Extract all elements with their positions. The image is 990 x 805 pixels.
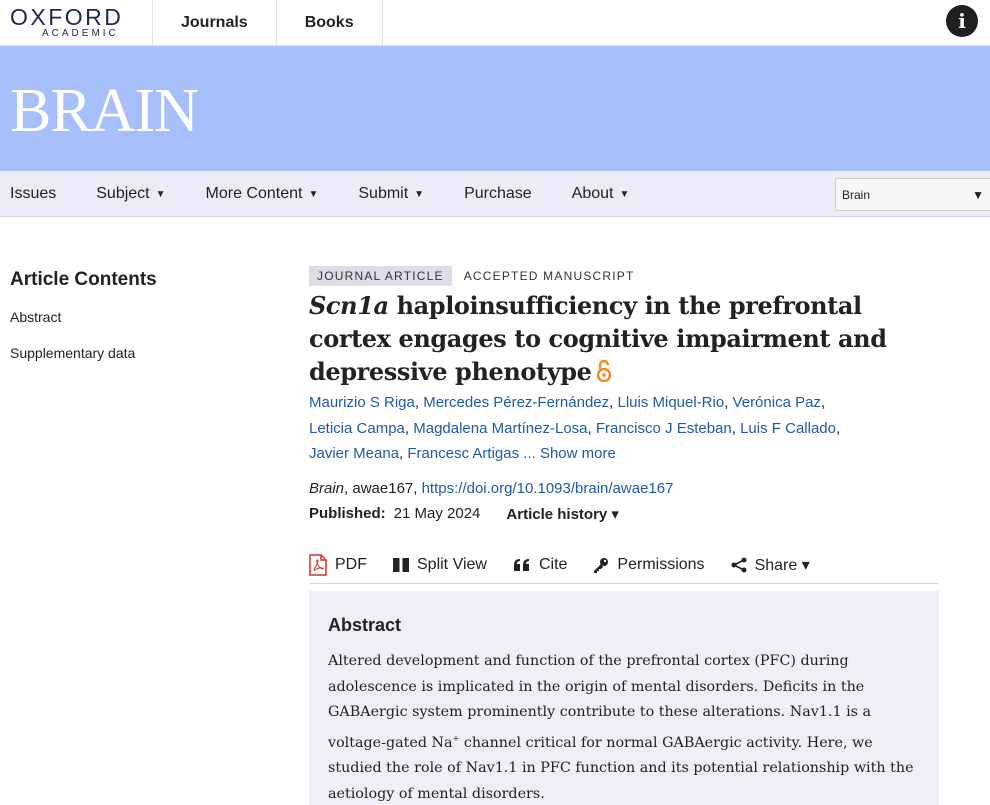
top-nav — [152, 0, 383, 46]
doi-link[interactable]: https://doi.org/10.1093/brain/awae167 — [421, 480, 674, 497]
caret-down-icon: ▼ — [619, 188, 630, 200]
abstract-text — [328, 649, 928, 805]
caret-down-icon: ▼ — [308, 188, 319, 200]
subnav-issues-label: Issues — [10, 185, 57, 202]
author-link[interactable]: Luis F Callado — [740, 419, 836, 437]
tag-accepted-manuscript: ACCEPTED MANUSCRIPT — [463, 269, 635, 283]
subnav-more-content[interactable] — [206, 185, 319, 203]
nav-books[interactable]: Books — [276, 0, 383, 46]
title-gene-name: Scn1a — [309, 291, 389, 320]
author-link[interactable]: Verónica Paz — [732, 394, 821, 411]
dropdown-arrow-icon: ▼ — [972, 188, 984, 202]
subnav-subject[interactable] — [96, 185, 165, 203]
published-date: 21 May 2024 — [393, 505, 481, 522]
article-history-toggle[interactable]: Article history ▾ — [506, 506, 619, 523]
author-link[interactable]: Maurizio S Riga — [309, 394, 415, 411]
author-link[interactable]: Leticia Campa — [309, 419, 405, 437]
caret-down-icon: ▼ — [155, 188, 166, 200]
published-line — [309, 505, 619, 523]
logo-line2: ACADEMIC — [42, 28, 119, 39]
split-view-button[interactable] — [393, 556, 487, 574]
cite-button[interactable] — [513, 556, 567, 574]
author-list: Maurizio S Riga, Mercedes Pérez-Fernández, Lluis Miquel-Rio, Verónica Paz, Leticia Campa, Magdalena Martínez-Losa, Francisco J Esteban, Luis F Callado, Javier Meana, Francesc Artigas ... Show more — [309, 394, 841, 462]
pdf-label: PDF — [335, 555, 367, 573]
cite-label: Cite — [538, 555, 568, 573]
pdf-button[interactable] — [309, 554, 367, 576]
open-access-icon — [596, 358, 612, 391]
subnav-purchase[interactable] — [464, 185, 532, 203]
permissions-label: Permissions — [617, 555, 705, 573]
toc-item-abstract[interactable]: Abstract — [10, 309, 62, 325]
journal-banner — [0, 46, 990, 171]
citation-line — [309, 480, 673, 497]
pdf-icon — [309, 554, 327, 576]
subnav-about-label: About — [571, 185, 614, 202]
share-label: Share ▾ — [754, 556, 810, 574]
subnav-purchase-label: Purchase — [464, 185, 532, 202]
info-icon[interactable]: i — [946, 5, 978, 37]
title-text: haploinsufficiency in the prefrontal cortex engages to cognitive impairment and depressive phenotype — [309, 291, 887, 386]
author-link[interactable]: Francesc Artigas — [407, 445, 520, 462]
subnav-submit[interactable] — [358, 185, 424, 203]
logo-line1: OXFORD — [10, 4, 124, 30]
article-toolbar — [309, 546, 939, 584]
author-link[interactable]: Mercedes Pérez-Fernández — [423, 394, 610, 411]
key-icon — [593, 557, 609, 573]
abstract-text-part2: channel critical for normal GABAergic activity. Here, we studied the role of Nav1.1 in PFC function and its potential relationship with the aetiology of mental disorders. — [328, 734, 914, 802]
abstract-section — [309, 591, 939, 805]
published-label: Published: — [309, 505, 386, 522]
author-link[interactable]: Lluis Miquel-Rio — [617, 394, 725, 411]
tag-journal-article: JOURNAL ARTICLE — [309, 266, 452, 286]
subnav-about[interactable] — [572, 185, 630, 203]
subnav-issues[interactable] — [10, 185, 56, 203]
author-link[interactable]: Javier Meana — [309, 445, 400, 462]
journal-brand[interactable]: BRAIN — [10, 77, 198, 145]
split-view-label: Split View — [417, 555, 487, 573]
journal-select-value: Brain — [842, 187, 871, 202]
quote-icon — [513, 558, 531, 572]
caret-down-icon: ▼ — [414, 188, 425, 200]
share-button[interactable] — [731, 555, 810, 575]
author-link[interactable]: Francisco J Esteban — [595, 419, 732, 437]
article-id: , awae167, — [344, 480, 422, 497]
subnav-more-content-label: More Content — [205, 185, 303, 202]
share-icon — [731, 557, 747, 573]
split-view-icon — [393, 558, 409, 572]
article-contents-title: Article Contents — [10, 269, 157, 290]
oxford-academic-logo[interactable] — [10, 5, 152, 41]
article-tags — [309, 266, 635, 286]
article-title — [309, 289, 929, 391]
top-bar — [0, 0, 990, 46]
nav-journals[interactable]: Journals — [152, 0, 276, 46]
abstract-text-part1: Altered development and function of the prefrontal cortex (PFC) during adolescence is implicated in the origin of mental disorders. Deficits in the GABAergic system prominently contribute to these alterations. Nav1.1 is a voltage-gated Na — [328, 653, 872, 751]
journal-select[interactable] — [835, 178, 990, 211]
permissions-button[interactable] — [593, 556, 704, 574]
subnav-submit-label: Submit — [358, 185, 409, 202]
author-link[interactable]: Magdalena Martínez-Losa — [413, 419, 588, 437]
superscript-plus: + — [452, 733, 460, 743]
toc-item-supplementary[interactable]: Supplementary data — [10, 345, 136, 361]
show-more-authors-link[interactable]: ... Show more — [523, 445, 616, 462]
subnav-subject-label: Subject — [96, 185, 150, 202]
abstract-title: Abstract — [328, 615, 402, 635]
journal-name: Brain — [309, 480, 345, 497]
